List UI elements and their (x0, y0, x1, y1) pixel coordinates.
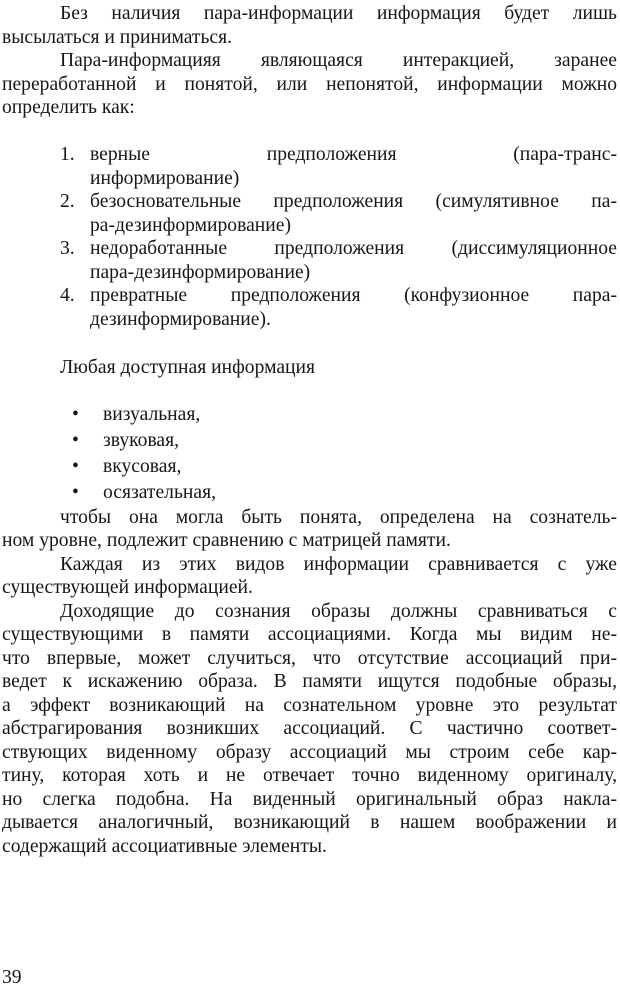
list-item (2, 237, 617, 284)
text-line: содержащий ассоциативные элементы. (2, 835, 327, 857)
text-line: Пара-информацияя являющаяся интеракцией, заранее (60, 50, 617, 71)
text-line: существующей информацией. (2, 577, 253, 598)
list-item (2, 402, 617, 428)
numbered-list (2, 143, 617, 331)
text-line: тину, которая хоть и не отвечает точно виденному оригиналу, (2, 765, 617, 786)
page-number: 39 (2, 967, 22, 988)
text-line: пара-дезинформирование) (90, 261, 311, 283)
text-line: дывается аналогичный, возникающий в нашем воображении и (2, 812, 617, 833)
bullet-icon: • (72, 455, 79, 477)
text-line: недоработанные предположения (диссимуляционное (90, 238, 617, 259)
text-line: существующими в памяти ассоциациями. Когда мы видим не- (2, 624, 617, 645)
list-number: 3. (60, 238, 75, 259)
text-line: что впервые, может случиться, что отсутствие ассоциаций при- (2, 647, 617, 669)
text-line: переработанной и понятой, или непонятой, информации можно (2, 73, 617, 95)
text-line: Без наличия пара-информации информация будет лишь (60, 3, 617, 24)
paragraph (2, 506, 617, 553)
text-line: верные предположения (пара-транс- (90, 144, 617, 165)
text-line: вкусовая, (103, 455, 182, 477)
text-line: Каждая из этих видов информации сравнивается с уже (60, 553, 617, 575)
list-item (2, 284, 617, 331)
text-line: но слегка подобна. На виденный оригинальный образ накла- (2, 788, 617, 810)
list-item (2, 480, 617, 506)
text-line: а эффект возникающий на сознательном уровне это результат (2, 694, 617, 716)
text-line: ствующих виденному образу ассоциаций мы строим себе кар- (2, 741, 617, 763)
list-item (2, 143, 617, 190)
paragraph (2, 2, 617, 49)
text-line: визуальная, (103, 403, 201, 425)
text-line: дезинформирование). (90, 308, 271, 330)
text-line: Доходящие до сознания образы должны сравниваться с (60, 600, 617, 622)
bullet-icon: • (72, 481, 79, 503)
text-line: информирование) (90, 167, 240, 189)
paragraph (2, 356, 617, 380)
paragraph (2, 49, 617, 120)
list-item (2, 428, 617, 454)
text-line: ведет к искажению образа. В памяти ищутся подобные образы, (2, 671, 617, 692)
text-line: высылаться и приниматься. (2, 26, 233, 48)
text-line: безосновательные предположения (симулятивное па- (90, 191, 617, 212)
list-item (2, 454, 617, 480)
bullet-icon: • (72, 403, 79, 425)
text-line: определить как: (2, 97, 135, 118)
paragraph (2, 600, 617, 859)
paragraph (2, 553, 617, 600)
text-line: ра-дезинформирование) (90, 214, 291, 236)
text-line: ном уровне, подлежит сравнению с матрицей памяти. (2, 530, 451, 551)
bullet-icon: • (72, 429, 79, 451)
text-line: превратные предположения (конфузионное пара- (90, 285, 617, 306)
list-number: 1. (60, 144, 75, 165)
text-line: осязательная, (103, 481, 216, 503)
text-line: Любая доступная информация (60, 357, 316, 378)
bullet-list (2, 402, 617, 506)
list-item (2, 190, 617, 237)
list-number: 4. (60, 285, 75, 306)
text-line: чтобы она могла быть понята, определена на сознатель- (60, 506, 617, 528)
list-number: 2. (60, 191, 75, 212)
text-line: абстрагирования возникших ассоциаций. С частично соответ- (2, 718, 617, 739)
text-line: звуковая, (103, 429, 180, 451)
